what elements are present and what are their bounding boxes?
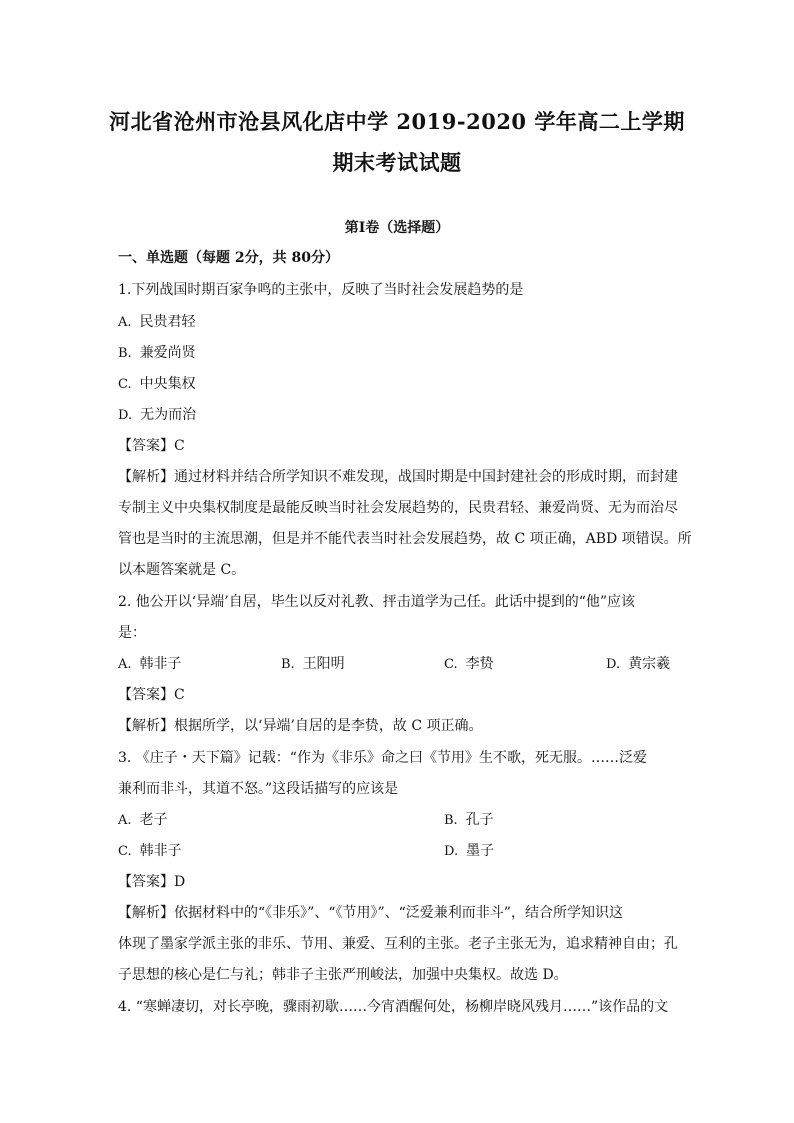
q3-analysis-line: 体现了墨家学派主张的非乐、节用、兼爱、互利的主张。老子主张无为，追求精神自由；孔	[118, 936, 678, 952]
q2-analysis: 【解析】根据所学，以‘异端’自居的是李贽，故 C 项正确。	[118, 718, 483, 734]
option-text: 孔子	[465, 812, 494, 828]
q2-option-d	[606, 655, 670, 674]
q2-option-b	[281, 655, 345, 674]
option-key: D.	[606, 657, 621, 672]
q3-analysis-line: 子思想的核心是仁与礼；韩非子主张严刑峻法，加强中央集权。故选 D。	[118, 967, 568, 983]
option-key: D.	[118, 408, 133, 423]
q3-stem-line: 3. 《庄子・天下篇》记载：“作为《非乐》命之曰《节用》生不歌，死无服。……泛爱	[118, 750, 647, 766]
q2-answer: 【答案】C	[118, 687, 185, 703]
option-key: A.	[118, 315, 132, 330]
option-key: B.	[281, 657, 295, 672]
q1-answer: 【答案】C	[118, 438, 185, 454]
part-heading: 一、单选题（每题 2分，共 80分）	[118, 250, 339, 266]
q3-option-c	[118, 842, 182, 861]
option-key: C.	[444, 657, 458, 672]
q2-option-c	[444, 655, 494, 674]
q3-answer: 【答案】D	[118, 874, 186, 890]
q3-analysis-line: 【解析】依据材料中的“《非乐》”、“《节用》”、“泛爱兼利而非斗”，结合所学知识这	[118, 905, 623, 921]
option-key: C.	[118, 844, 132, 859]
q1-analysis-line: 以本题答案就是 C。	[118, 562, 246, 578]
q2-stem-line: 是：	[118, 625, 146, 641]
option-text: 李贽	[465, 656, 494, 672]
q1-analysis-line: 【解析】通过材料并结合所学知识不难发现，战国时期是中国封建社会的形成时期，而封建	[118, 469, 678, 485]
option-text: 老子	[139, 812, 168, 828]
q3-option-d	[444, 842, 494, 861]
option-text: 韩非子	[139, 656, 182, 672]
option-key: A.	[118, 657, 132, 672]
q1-analysis-line: 专制主义中央集权制度是最能反映当时社会发展趋势的，民贵君轻、兼爱尚贤、无为而治尽	[118, 500, 678, 516]
document-title-line1: 河北省沧州市沧县风化店中学 2019-2020 学年高二上学期	[109, 109, 685, 134]
q1-option-a	[118, 313, 196, 332]
q1-option-d	[118, 406, 196, 425]
option-key: B.	[444, 813, 458, 828]
q3-option-b	[444, 811, 494, 830]
q1-option-c	[118, 375, 196, 394]
section-title: 第Ⅰ卷（选择题）	[344, 220, 450, 236]
option-text: 王阳明	[302, 656, 345, 672]
option-key: C.	[118, 377, 132, 392]
option-text: 无为而治	[140, 407, 197, 423]
q1-option-b	[118, 344, 196, 363]
option-key: B.	[118, 346, 132, 361]
q1-analysis-line: 管也是当时的主流思潮，但是并不能代表当时社会发展趋势，故 C 项正确，ABD 项错误。所	[118, 531, 692, 547]
option-key: A.	[118, 813, 132, 828]
q3-stem-line: 兼利而非斗，其道不怒。”这段话描写的应该是	[118, 781, 399, 797]
option-key: D.	[444, 844, 459, 859]
option-text: 黄宗羲	[628, 656, 671, 672]
q4-stem: 4. “寒蝉凄切，对长亭晚，骤雨初歇……今宵酒醒何处，杨柳岸晓风残月……”该作品的文	[118, 999, 669, 1015]
option-text: 韩非子	[139, 843, 182, 859]
option-text: 兼爱尚贤	[139, 345, 196, 361]
document-title-line2: 期末考试试题	[332, 150, 462, 175]
option-text: 中央集权	[139, 376, 196, 392]
q3-option-a	[118, 811, 168, 830]
option-text: 民贵君轻	[139, 314, 196, 330]
option-text: 墨子	[466, 843, 495, 859]
q1-stem: 1.下列战国时期百家争鸣的主张中，反映了当时社会发展趋势的是	[118, 282, 524, 298]
q2-stem-line: 2. 他公开以‘异端’自居，毕生以反对礼教、抨击道学为己任。此话中提到的“他”应该	[118, 594, 636, 610]
q2-option-a	[118, 655, 182, 674]
